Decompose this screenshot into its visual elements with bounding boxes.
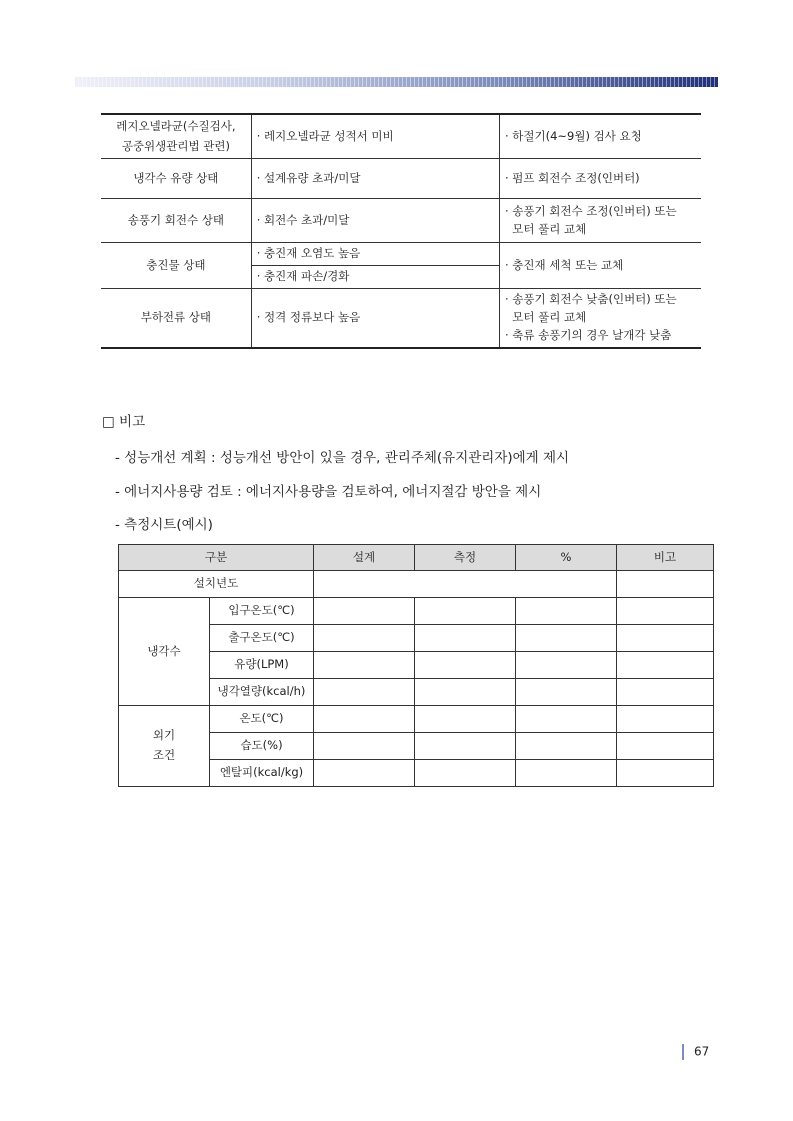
value-cell	[516, 733, 617, 760]
value-cell	[617, 598, 714, 625]
label-cell: 입구온도(℃)	[210, 598, 314, 625]
header-cell: %	[516, 545, 617, 571]
page-number	[682, 1044, 709, 1060]
value-cell	[516, 652, 617, 679]
table-row	[119, 571, 714, 598]
label-cell: 엔탈피(kcal/kg)	[210, 760, 314, 787]
value-cell	[617, 706, 714, 733]
value-cell	[314, 733, 415, 760]
header-decoration-bar	[75, 77, 718, 87]
value-cell	[516, 760, 617, 787]
group-cell: 냉각수	[119, 598, 210, 706]
header-cell: 측정	[415, 545, 516, 571]
note-item: - 성능개선 계획 : 성능개선 방안이 있을 경우, 관리주체(유지관리자)에게 제시	[115, 450, 570, 466]
table-row	[101, 159, 701, 199]
maintenance-check-table	[101, 113, 701, 349]
value-cell	[314, 760, 415, 787]
value-cell	[314, 679, 415, 706]
measurement-sheet-table	[118, 544, 714, 787]
value-cell	[314, 571, 617, 598]
check-cell: · 충진재 오염도 높음	[251, 243, 499, 266]
action-cell: · 하절기(4~9월) 검사 요청	[499, 114, 701, 159]
value-cell	[617, 652, 714, 679]
value-cell	[617, 571, 714, 598]
table-row	[101, 114, 701, 159]
value-cell	[415, 760, 516, 787]
header-cell: 비고	[617, 545, 714, 571]
value-cell	[617, 625, 714, 652]
label-cell: 유량(LPM)	[210, 652, 314, 679]
action-cell: · 펌프 회전수 조정(인버터)	[499, 159, 701, 199]
value-cell	[617, 760, 714, 787]
notes-heading: □ 비고	[102, 414, 146, 430]
item-cell: 냉각수 유량 상태	[101, 159, 251, 199]
check-cell: · 충진재 파손/경화	[251, 265, 499, 288]
label-cell: 냉각열량(kcal/h)	[210, 679, 314, 706]
page-number-marker	[682, 1044, 684, 1060]
value-cell	[516, 706, 617, 733]
value-cell	[415, 652, 516, 679]
item-cell: 레지오넬라균(수질검사, 공중위생관리법 관련)	[101, 114, 251, 159]
table-row	[119, 598, 714, 625]
label-cell: 설치년도	[119, 571, 314, 598]
header-cell: 설계	[314, 545, 415, 571]
check-cell: · 정격 정류보다 높음	[251, 288, 499, 348]
check-cell: · 레지오넬라균 성적서 미비	[251, 114, 499, 159]
value-cell	[415, 733, 516, 760]
label-cell: 출구온도(℃)	[210, 625, 314, 652]
action-cell: · 충진재 세척 또는 교체	[499, 243, 701, 289]
table-row	[101, 288, 701, 348]
table-row	[101, 199, 701, 243]
value-cell	[415, 679, 516, 706]
value-cell	[617, 733, 714, 760]
check-cell: · 회전수 초과/미달	[251, 199, 499, 243]
value-cell	[314, 652, 415, 679]
header-cell: 구분	[119, 545, 314, 571]
value-cell	[415, 706, 516, 733]
value-cell	[415, 625, 516, 652]
item-cell: 부하전류 상태	[101, 288, 251, 348]
value-cell	[516, 598, 617, 625]
item-cell: 충진물 상태	[101, 243, 251, 289]
label-cell: 습도(%)	[210, 733, 314, 760]
group-cell: 외기 조건	[119, 706, 210, 787]
table-row	[119, 706, 714, 733]
note-item: - 측정시트(예시)	[115, 517, 213, 533]
label-cell: 온도(℃)	[210, 706, 314, 733]
value-cell	[314, 625, 415, 652]
value-cell	[516, 679, 617, 706]
value-cell	[516, 625, 617, 652]
check-cell: · 설계유량 초과/미달	[251, 159, 499, 199]
item-cell: 송풍기 회전수 상태	[101, 199, 251, 243]
page-number-text: 67	[694, 1044, 710, 1059]
table-row	[101, 243, 701, 266]
value-cell	[314, 706, 415, 733]
action-cell: · 송풍기 회전수 낮춤(인버터) 또는 모터 풀리 교체 · 축류 송풍기의 경우 날개각 낮춤	[499, 288, 701, 348]
action-cell: · 송풍기 회전수 조정(인버터) 또는 모터 풀리 교체	[499, 199, 701, 243]
table-header-row	[119, 545, 714, 571]
value-cell	[415, 598, 516, 625]
note-item: - 에너지사용량 검토 : 에너지사용량을 검토하여, 에너지절감 방안을 제시	[115, 484, 542, 500]
value-cell	[314, 598, 415, 625]
value-cell	[617, 679, 714, 706]
